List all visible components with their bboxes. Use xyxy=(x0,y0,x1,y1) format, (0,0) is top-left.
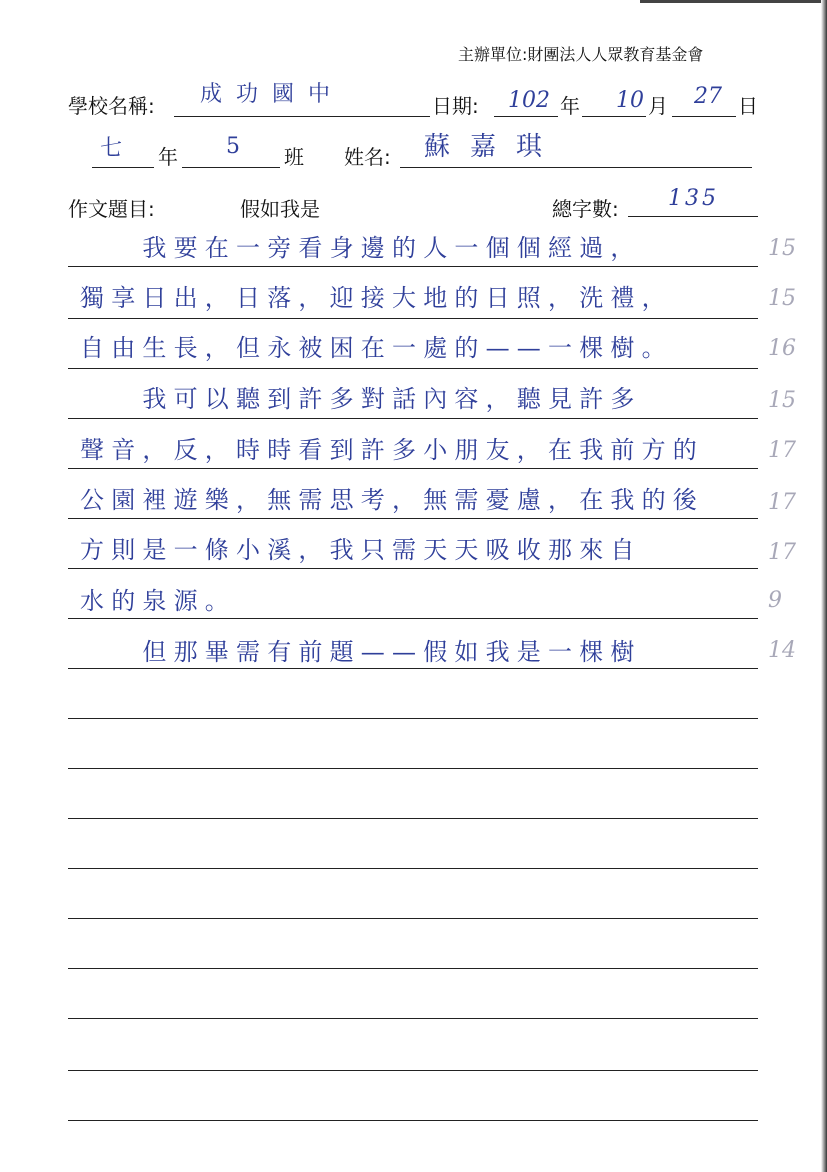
class-blank[interactable] xyxy=(182,167,280,168)
line-count-7: 17 xyxy=(768,540,796,565)
ruled-line xyxy=(68,918,758,919)
ruled-line xyxy=(68,1018,758,1019)
essay-line-1: 我要在一旁看身邊的人一個個經過， xyxy=(80,234,642,262)
essay-line-3: 自由生長，但永被困在一處的——一棵樹。 xyxy=(80,334,673,362)
ruled-line xyxy=(68,568,758,569)
line-count-5: 17 xyxy=(768,438,796,463)
ruled-line xyxy=(68,618,758,619)
topic-value: 假如我是 xyxy=(240,197,320,221)
ruled-line xyxy=(68,266,758,267)
ruled-line xyxy=(68,868,758,869)
class-label: 班 xyxy=(284,145,304,169)
day-label: 日 xyxy=(738,94,758,118)
essay-line-2: 獨享日出，日落，迎接大地的日照，洗禮， xyxy=(80,284,673,312)
line-count-8: 9 xyxy=(768,588,782,613)
name-value: 蘇嘉琪 xyxy=(424,132,563,162)
scan-edge-top xyxy=(640,0,827,3)
scan-edge-right xyxy=(821,0,827,1172)
line-count-6: 17 xyxy=(768,490,796,515)
wordcount-value: 135 xyxy=(668,186,719,211)
month-value: 10 xyxy=(616,88,644,113)
wordcount-label: 總字數: xyxy=(552,197,619,221)
day-value: 27 xyxy=(694,84,722,109)
school-blank[interactable] xyxy=(174,116,430,117)
line-count-4: 15 xyxy=(768,388,796,413)
ruled-line xyxy=(68,668,758,669)
school-label: 學校名稱: xyxy=(68,94,155,118)
ruled-line xyxy=(68,718,758,719)
year-label: 年 xyxy=(560,94,580,118)
line-count-3: 16 xyxy=(768,336,796,361)
name-blank[interactable] xyxy=(400,167,752,168)
ruled-line xyxy=(68,818,758,819)
ruled-line xyxy=(68,768,758,769)
organizer-label: 主辦單位:財團法人人眾教育基金會 xyxy=(458,45,704,64)
grade-value: 七 xyxy=(100,136,123,161)
line-count-1: 15 xyxy=(768,236,796,261)
grade-blank[interactable] xyxy=(92,167,154,168)
ruled-line xyxy=(68,468,758,469)
ruled-line xyxy=(68,968,758,969)
school-value: 成功國中 xyxy=(200,82,345,107)
ruled-line xyxy=(68,418,758,419)
ruled-line xyxy=(68,1120,758,1121)
year-value: 102 xyxy=(508,88,550,113)
essay-line-9: 但那畢需有前題——假如我是一棵樹 xyxy=(80,638,642,666)
ruled-line xyxy=(68,518,758,519)
class-value: 5 xyxy=(226,134,240,159)
day-blank[interactable] xyxy=(672,116,736,117)
line-count-2: 15 xyxy=(768,286,796,311)
ruled-line xyxy=(68,368,758,369)
name-label: 姓名: xyxy=(344,145,391,169)
year-blank[interactable] xyxy=(494,116,558,117)
date-label: 日期: xyxy=(432,94,479,118)
topic-label: 作文題目: xyxy=(68,197,155,221)
essay-line-8: 水的泉源。 xyxy=(80,587,236,615)
essay-line-7: 方則是一條小溪，我只需天天吸收那來自 xyxy=(80,536,642,564)
wordcount-blank[interactable] xyxy=(628,216,758,217)
ruled-line xyxy=(68,318,758,319)
month-blank[interactable] xyxy=(582,116,646,117)
essay-line-5: 聲音，反，時時看到許多小朋友，在我前方的 xyxy=(80,436,704,464)
ruled-line xyxy=(68,1070,758,1071)
month-label: 月 xyxy=(648,94,668,118)
essay-line-6: 公園裡遊樂，無需思考，無需憂慮，在我的後 xyxy=(80,486,704,514)
line-count-9: 14 xyxy=(768,638,796,663)
essay-line-4: 我可以聽到許多對話內容，聽見許多 xyxy=(80,385,642,413)
grade-label: 年 xyxy=(158,145,178,169)
